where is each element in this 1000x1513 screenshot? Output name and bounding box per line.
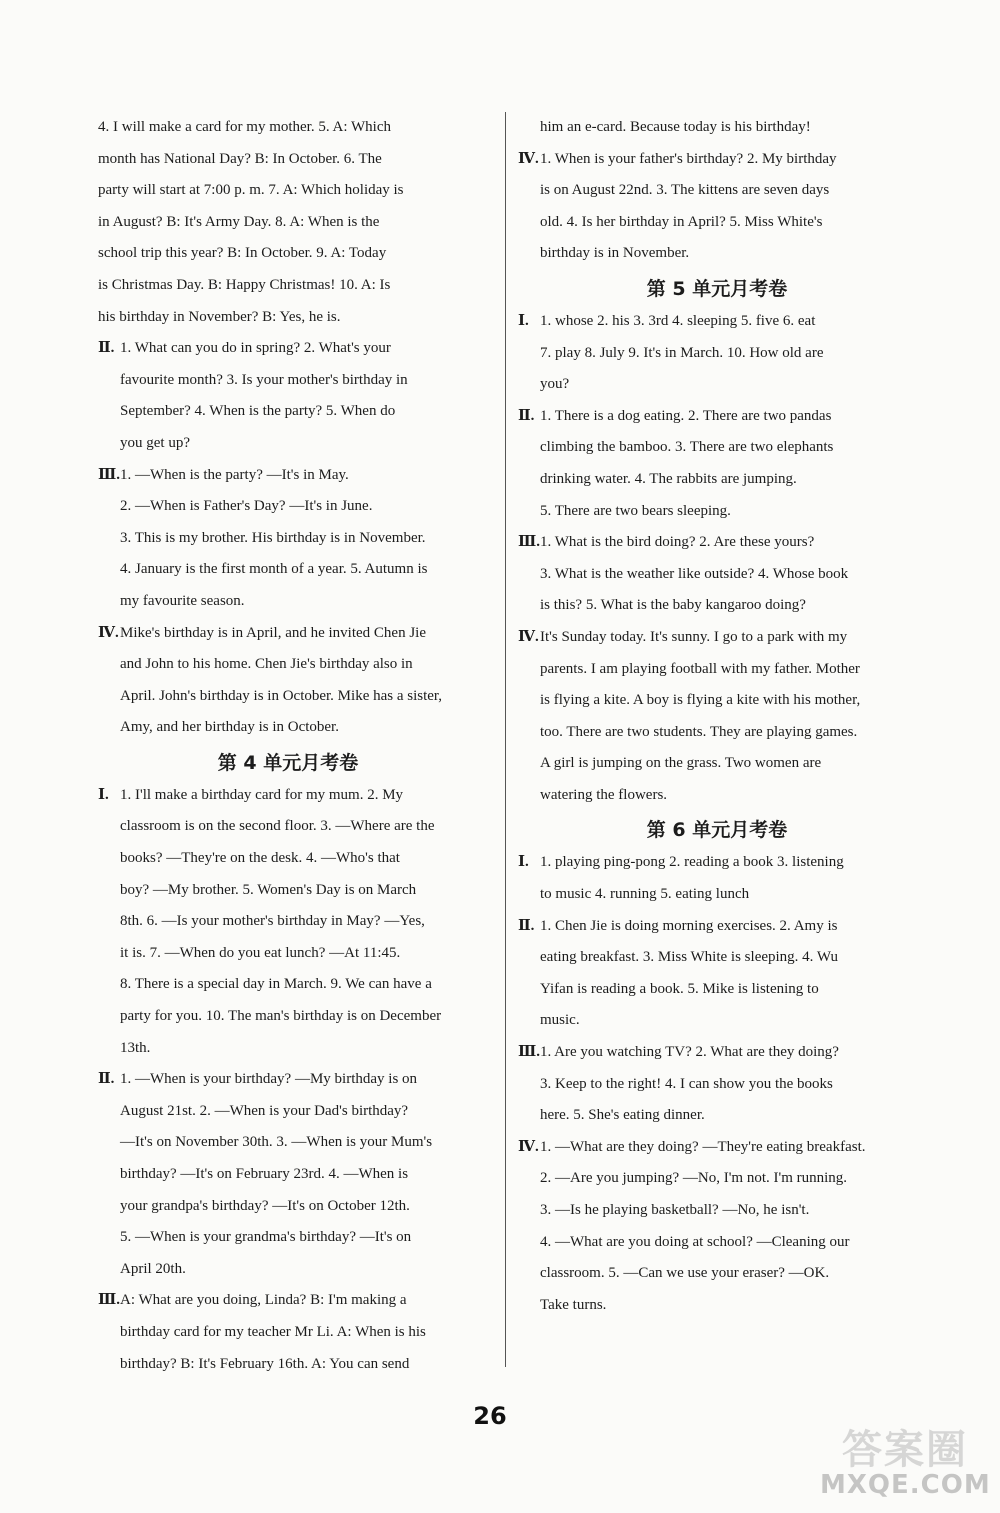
answer-block-unit3-sec1-cont — [98, 112, 478, 333]
right-column — [518, 112, 916, 1321]
text-line: 3. Keep to the right! 4. I can show you the books — [540, 1075, 833, 1092]
left-column — [98, 112, 478, 1380]
text-line: 1. When is your father's birthday? 2. My birthday — [540, 150, 837, 167]
answer-block-unit6-sec1 — [518, 847, 916, 910]
text-line: books? —They're on the desk. 4. —Who's that — [120, 850, 400, 867]
text-line: too. There are two students. They are playing games. — [540, 723, 858, 740]
text-line: Take turns. — [540, 1296, 607, 1313]
text-line: 1. —What are they doing? —They're eating breakfast. — [540, 1138, 866, 1155]
section-marker: Ⅲ. — [518, 1044, 541, 1061]
text-line: 1. —When is your birthday? —My birthday is on — [120, 1071, 418, 1088]
text-line: 1. What is the bird doing? 2. Are these yours? — [540, 534, 815, 551]
text-line: 1. whose 2. his 3. 3rd 4. sleeping 5. five 6. eat — [540, 312, 816, 329]
text-line: birthday card for my teacher Mr Li. A: When is his — [120, 1323, 426, 1340]
text-line: is Christmas Day. B: Happy Christmas! 10. A: Is — [98, 276, 391, 293]
answer-block-unit6-sec3 — [518, 1037, 916, 1132]
text-line: September? 4. When is the party? 5. When do — [120, 403, 396, 420]
text-line: April. John's birthday is in October. Mike has a sister, — [120, 687, 443, 704]
unit-6-heading: 第 6 单元月考卷 — [646, 819, 788, 842]
text-line: A girl is jumping on the grass. Two women are — [540, 755, 822, 772]
section-marker: Ⅰ. — [518, 312, 529, 329]
text-line: 1. What can you do in spring? 2. What's your — [120, 340, 391, 357]
text-line: it is. 7. —When do you eat lunch? —At 11:45. — [120, 944, 401, 961]
text-line: you? — [540, 376, 570, 393]
text-line: It's Sunday today. It's sunny. I go to a park with my — [540, 628, 848, 645]
answer-block-unit3-sec2 — [98, 333, 478, 459]
text-line: school trip this year? B: In October. 9. A: Today — [98, 245, 387, 262]
text-line: in August? B: It's Army Day. 8. A: When is the — [98, 213, 380, 230]
text-line: 4. I will make a card for my mother. 5. A: Which — [98, 119, 391, 135]
text-line: 4. —What are you doing at school? —Cleaning our — [540, 1233, 850, 1250]
text-line: —It's on November 30th. 3. —When is your Mum's — [120, 1134, 433, 1151]
text-line: 7. play 8. July 9. It's in March. 10. How old are — [540, 344, 824, 361]
text-line: favourite month? 3. Is your mother's birthday in — [120, 371, 408, 388]
section-marker: Ⅲ. — [518, 534, 541, 551]
section-marker: Ⅱ. — [518, 917, 535, 934]
text-line: my favourite season. — [120, 592, 245, 609]
answer-block-unit5-sec3 — [518, 527, 916, 622]
answer-block-unit4-sec1 — [98, 780, 478, 1064]
text-line: 3. This is my brother. His birthday is in November. — [120, 529, 426, 546]
section-marker: Ⅳ. — [518, 628, 539, 645]
section-marker: Ⅰ. — [518, 854, 529, 871]
answer-block-unit6-sec4 — [518, 1132, 916, 1322]
text-line: drinking water. 4. The rabbits are jumping. — [540, 470, 797, 487]
text-line: climbing the bamboo. 3. There are two elephants — [540, 439, 834, 456]
text-line: 1. —When is the party? —It's in May. — [120, 466, 349, 483]
text-line: 13th. — [120, 1039, 151, 1056]
text-line: 1. There is a dog eating. 2. There are two pandas — [540, 407, 832, 424]
text-line: 3. —Is he playing basketball? —No, he isn't. — [540, 1202, 810, 1218]
watermark-logo-text: 答案圈 — [842, 1427, 968, 1473]
column-divider — [505, 112, 506, 1367]
text-line: is this? 5. What is the baby kangaroo doing? — [540, 597, 806, 614]
text-line: his birthday in November? B: Yes, he is. — [98, 308, 341, 325]
unit-5-heading: 第 5 单元月考卷 — [646, 277, 788, 300]
text-line: music. — [540, 1012, 580, 1029]
text-line: birthday? B: It's February 16th. A: You can send — [120, 1355, 410, 1372]
text-line: classroom. 5. —Can we use your eraser? —OK. — [540, 1265, 830, 1282]
page-number: 26 — [473, 1402, 507, 1430]
answer-block-unit3-sec3 — [98, 460, 478, 618]
section-marker: Ⅱ. — [98, 340, 115, 357]
answer-block-unit6-sec2 — [518, 911, 916, 1037]
text-line: your grandpa's birthday? —It's on October 12th. — [120, 1197, 410, 1214]
text-line: to music 4. running 5. eating lunch — [540, 886, 750, 903]
text-line: parents. I am playing football with my father. Mother — [540, 660, 860, 677]
text-line: 2. —When is Father's Day? —It's in June. — [120, 498, 373, 515]
text-line: 2. —Are you jumping? —No, I'm not. I'm running. — [540, 1170, 848, 1187]
section-marker: Ⅳ. — [98, 624, 119, 641]
section-marker: Ⅳ. — [518, 150, 539, 167]
answer-block-unit5-sec4 — [518, 622, 916, 812]
text-line: watering the flowers. — [540, 786, 668, 803]
text-line: August 21st. 2. —When is your Dad's birthday? — [120, 1102, 409, 1119]
answer-block-unit5-sec1 — [518, 306, 916, 401]
text-line: old. 4. Is her birthday in April? 5. Miss White's — [540, 213, 823, 230]
text-line: 4. January is the first month of a year. 5. Autumn is — [120, 561, 428, 578]
text-line: 5. There are two bears sleeping. — [540, 502, 731, 519]
section-marker: Ⅲ. — [98, 1292, 121, 1309]
answer-block-unit3-sec4 — [98, 618, 478, 744]
text-line: and John to his home. Chen Jie's birthday also in — [120, 656, 413, 673]
text-line: 8th. 6. —Is your mother's birthday in May? —Yes, — [120, 913, 425, 930]
text-line: 8. There is a special day in March. 9. We can have a — [120, 976, 432, 993]
text-line: here. 5. She's eating dinner. — [540, 1107, 705, 1124]
section-marker: Ⅳ. — [518, 1138, 539, 1155]
text-line: A: What are you doing, Linda? B: I'm making a — [120, 1292, 407, 1309]
text-line: Yifan is reading a book. 5. Mike is listening to — [540, 980, 819, 997]
section-marker: Ⅰ. — [98, 786, 109, 803]
answer-block-unit4-sec3-cont — [518, 112, 916, 144]
text-line: 1. Are you watching TV? 2. What are they doing? — [540, 1044, 839, 1061]
text-line: month has National Day? B: In October. 6. The — [98, 150, 382, 167]
answer-block-unit5-sec2 — [518, 401, 916, 527]
answer-block-unit4-sec3 — [98, 1285, 478, 1380]
answer-block-unit4-sec2 — [98, 1064, 478, 1285]
text-line: is flying a kite. A boy is flying a kite with his mother, — [540, 692, 861, 709]
answer-block-unit4-sec4 — [518, 144, 916, 270]
text-line: classroom is on the second floor. 3. —Where are the — [120, 818, 435, 835]
unit-4-heading: 第 4 单元月考卷 — [217, 751, 359, 774]
text-line: Amy, and her birthday is in October. — [120, 719, 339, 736]
text-line: Mike's birthday is in April, and he invited Chen Jie — [120, 624, 426, 641]
text-line: him an e-card. Because today is his birthday! — [540, 119, 811, 135]
text-line: boy? —My brother. 5. Women's Day is on March — [120, 881, 417, 898]
section-marker: Ⅱ. — [518, 407, 535, 424]
text-line: 1. Chen Jie is doing morning exercises. 2. Amy is — [540, 917, 838, 934]
watermark-site-text: MXQE.COM — [820, 1470, 991, 1500]
text-line: party will start at 7:00 p. m. 7. A: Which holiday is — [98, 182, 404, 199]
text-line: 5. —When is your grandma's birthday? —It's on — [120, 1229, 412, 1246]
section-marker: Ⅲ. — [98, 466, 121, 483]
text-line: 3. What is the weather like outside? 4. Whose book — [540, 565, 849, 582]
text-line: is on August 22nd. 3. The kittens are seven days — [540, 182, 830, 199]
text-line: birthday? —It's on February 23rd. 4. —When is — [120, 1166, 409, 1182]
section-marker: Ⅱ. — [98, 1071, 115, 1088]
text-line: birthday is in November. — [540, 245, 690, 262]
text-line: party for you. 10. The man's birthday is on December — [120, 1008, 442, 1025]
watermark-logo — [820, 1418, 990, 1508]
text-line: you get up? — [120, 434, 190, 451]
text-line: 1. playing ping-pong 2. reading a book 3. listening — [540, 854, 844, 871]
text-line: eating breakfast. 3. Miss White is sleeping. 4. Wu — [540, 949, 838, 966]
text-line: April 20th. — [120, 1260, 186, 1277]
text-line: 1. I'll make a birthday card for my mum. 2. My — [120, 786, 404, 803]
